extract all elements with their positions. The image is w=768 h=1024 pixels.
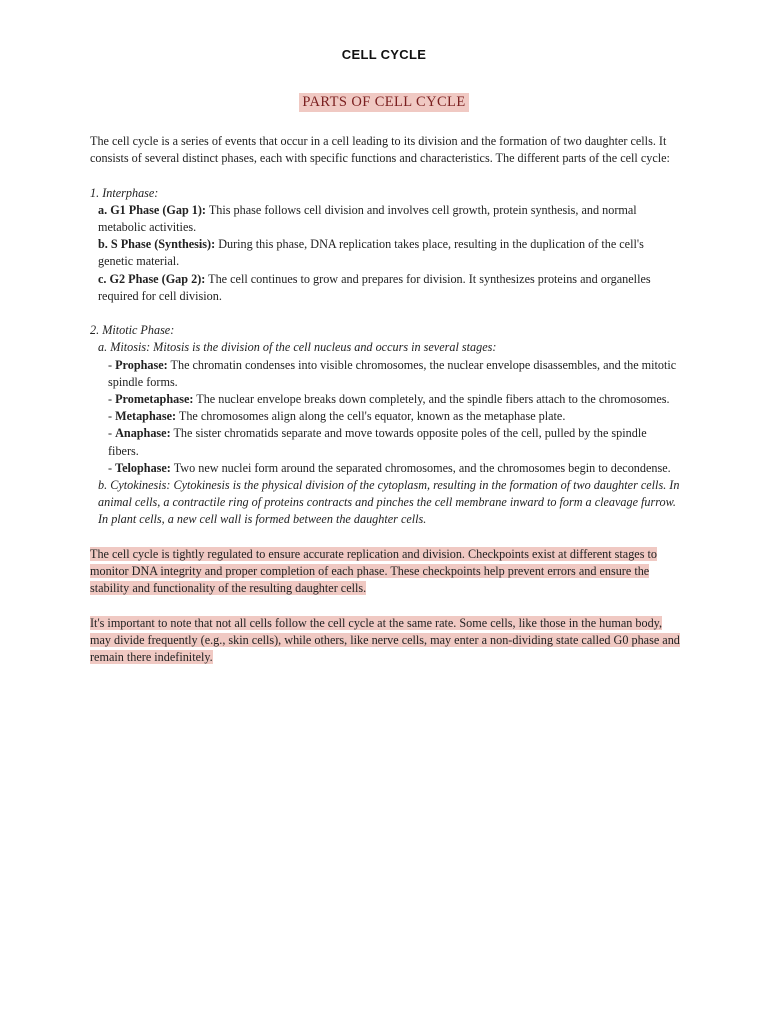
metaphase-label: Metaphase: bbox=[115, 409, 177, 424]
prometaphase-label: Prometaphase: bbox=[115, 392, 194, 407]
note-highlight: It's important to note that not all cells follow the cell cycle at the same rate. Some cells, like those in the human body, may divide frequently (e.g., skin cells), while others, like nerve cells, may enter a non-dividing state called G0 phase and remain there indefinitely. bbox=[90, 615, 680, 665]
mitosis-item: a. Mitosis: Mitosis is the division of the cell nucleus and occurs in several stages: bbox=[98, 340, 497, 355]
anaphase-text: The sister chromatids separate and move towards opposite poles of the cell, pulled by the spindle fibers. bbox=[108, 426, 647, 458]
prophase-text: The chromatin condenses into visible chromosomes, the nuclear envelope disassembles, and the mitotic spindle forms. bbox=[108, 357, 677, 389]
intro-paragraph: The cell cycle is a series of events that occur in a cell leading to its division and the formation of two daughter cells. It consists of several distinct phases, each with specific functions and characteristics. The different parts of the cell cycle: bbox=[90, 134, 670, 166]
document-title: CELL CYCLE bbox=[341, 47, 427, 62]
metaphase-item: - Metaphase: The chromosomes align along the cell's equator, known as the metaphase plate. bbox=[108, 409, 566, 424]
mitotic-heading: 2. Mitotic Phase: bbox=[90, 323, 175, 338]
regulation-paragraph bbox=[90, 546, 680, 598]
metaphase-text: The chromosomes align along the cell's equator, known as the metaphase plate. bbox=[176, 409, 566, 424]
g2-phase-label: c. G2 Phase (Gap 2): bbox=[98, 271, 206, 286]
document-subtitle: PARTS OF CELL CYCLE bbox=[299, 93, 468, 112]
prometaphase-text: The nuclear envelope breaks down completely, and the spindle fibers attach to the chromosomes. bbox=[193, 392, 670, 407]
interphase-heading: 1. Interphase: bbox=[90, 185, 159, 200]
anaphase-label: Anaphase: bbox=[115, 426, 171, 441]
g2-phase-text: The cell continues to grow and prepares for division. It synthesizes proteins and organelles required for cell division. bbox=[98, 271, 651, 303]
telophase-item: - Telophase: Two new nuclei form around the separated chromosomes, and the chromosomes begin to decondense. bbox=[108, 460, 671, 475]
telophase-text: Two new nuclei form around the separated chromosomes, and the chromosomes begin to decondense. bbox=[170, 460, 671, 475]
regulation-highlight: The cell cycle is tightly regulated to ensure accurate replication and division. Checkpoints exist at different stages to monitor DNA integrity and proper completion of each phase. These checkpoints help prevent errors and ensure the stability and functionality of the resulting daughter cells. bbox=[90, 546, 657, 596]
s-phase-item bbox=[90, 236, 680, 270]
prophase-label: Prophase: bbox=[115, 357, 168, 372]
anaphase-item: - Anaphase: The sister chromatids separate and move towards opposite poles of the cell, pulled by the spindle fibers. bbox=[108, 426, 647, 458]
s-phase-label: b. S Phase (Synthesis): bbox=[98, 237, 216, 252]
telophase-label: Telophase: bbox=[115, 460, 171, 475]
g1-phase-text: This phase follows cell division and involves cell growth, protein synthesis, and normal metabolic activities. bbox=[98, 202, 637, 234]
g1-phase-label: a. G1 Phase (Gap 1): bbox=[98, 202, 206, 217]
prometaphase-item: - Prometaphase: The nuclear envelope breaks down completely, and the spindle fibers attach to the chromosomes. bbox=[108, 392, 670, 407]
document-body bbox=[90, 133, 680, 666]
s-phase-text: During this phase, DNA replication takes place, resulting in the duplication of the cell's genetic material. bbox=[98, 237, 644, 269]
g2-phase-item bbox=[90, 271, 680, 305]
cytokinesis-item: b. Cytokinesis: Cytokinesis is the physical division of the cytoplasm, resulting in the formation of two daughter cells. In animal cells, a contractile ring of proteins contracts and pinches the cell membrane inward to form a cleavage furrow. In plant cells, a new cell wall is formed between the daughter cells. bbox=[98, 478, 680, 527]
subtitle-container bbox=[0, 93, 768, 112]
prophase-item: - Prophase: The chromatin condenses into visible chromosomes, the nuclear envelope disassembles, and the mitotic spindle forms. bbox=[108, 357, 677, 389]
g1-phase-item bbox=[90, 202, 680, 236]
note-paragraph bbox=[90, 615, 680, 667]
